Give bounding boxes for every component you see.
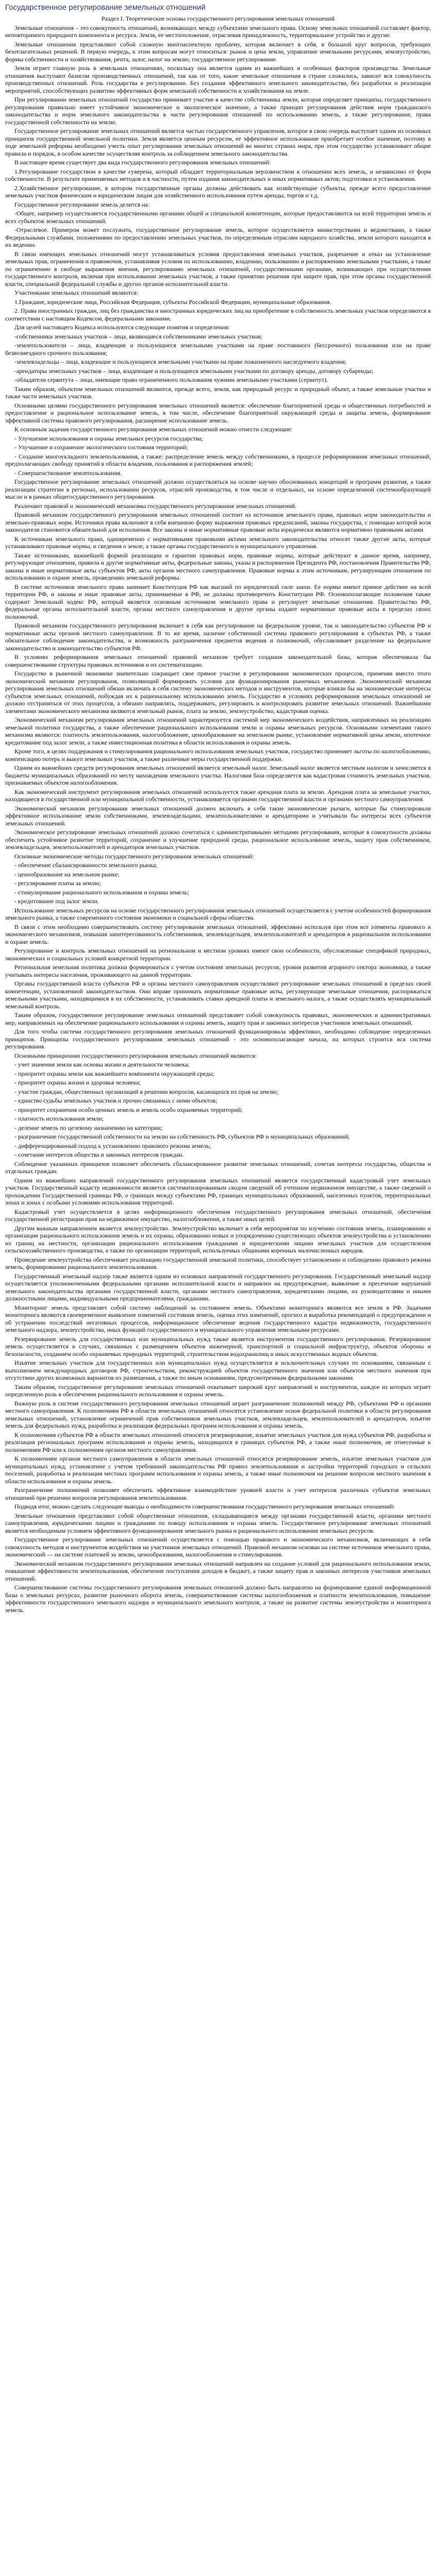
- paragraph: - платность использования земли;: [14, 1115, 104, 1122]
- paragraph: - деление земель по целевому назначению на категории;: [14, 1124, 163, 1131]
- paragraph: В системе источников земельного права занимает Конституция РФ как высший по юридической силе закон. Ее нормы имеют прямое действие на всей территории РФ, и законы и иные правовые акты, принимаемые в РФ, не должны противоречить Конституции РФ. Основополагающие положения также содержит Земельный кодекс РФ, который является основным источником земельного права и регулирует земельные отношения. Правительство РФ, федеральные органы исполнительной власти, органы местного самоуправления и другие органы издают нормативные правовые акты в пределах своих полномочий.: [5, 583, 431, 620]
- paragraph: К основным задачам государственного регулирования земельных отношений можно отнести следующие:: [14, 426, 293, 433]
- paragraph: В настоящее время существует два вида государственного регулирования земельных отношений:: [14, 159, 271, 166]
- paragraph: -Общее, например осуществляется государственными органами общей и специальной компетенции, которые предоставляются на всей территории земель и всех субъектов земельных отношений.: [5, 210, 431, 225]
- paragraph: Правовой механизм государственного регулирования земельных отношений состоит из источников земельного права, правовых норм законодательства и земельно-правовых норм. Источники права включают в себя внешнюю форму выражения правовых предписаний, законы государства, с помощью которой воля законодателя становится обязательной для исполнения. Все законы и иные нормативные правовые акты юридически являются нормативно правовыми актами.: [5, 511, 431, 533]
- paragraph: - участие граждан, общественных организаций в решении вопросов, касающихся их прав на землю;: [14, 1088, 278, 1095]
- paragraph: - сочетание интересов общества и законных интересов граждан.: [14, 1151, 184, 1158]
- paragraph: 1.Граждане, юридические лица, Российская Федерация, субъекты Российской Федерации, муниципальные образования.: [14, 298, 332, 306]
- paragraph: - стимулирование рационального использования и охраны земель;: [14, 888, 189, 896]
- paragraph: - Улучшение использования и охраны земельных ресурсов государства;: [14, 434, 203, 442]
- paragraph: Совершенствование системы государственного регулирования земельных отношений должно быть направлено на формирование единой информационной базы о земельных ресурсах, развитие рыночного оборота земель, совершенствование системы налогообложения и платности землепользования, повышение эффективности государственного земельного надзора и муниципального земельного контроля, а также на развитие системы землеустройства и мониторинга земель.: [5, 1584, 431, 1614]
- paragraph: 2.Хозяйственное регулирование, в котором государственные органы должны действовать как хозяйствующие субъекты, прежде всего предоставление земельных участков физическим и юридическим лицам для хозяйственного использования путем аренды, торгов и т.д.: [5, 184, 431, 199]
- paragraph: Экономический механизм государственного регулирования земельных отношений направлен на создание условий для рационального использования земли, повышение эффективности землепользования, обеспечение поступления доходов в бюджет, а также защиту прав и законных интересов участников земельных отношений.: [5, 1560, 431, 1582]
- paragraph: Основные экономические методы государственного регулирования земельных отношений:: [14, 852, 254, 860]
- paragraph: Проведение землеустройства обеспечивает реализацию государственной земельной политики, способствует установлению и соблюдению правового режима земель, формированию рационального землепользования.: [5, 1256, 431, 1270]
- paragraph: Экономический механизм регулирования земельных отношений характеризуется системой мер экономического воздействия, направленных на реализацию земельной политики государства, а также обеспечение рационального использования земли и охраны земельных ресурсов. Основными элементами такого механизма являются: платность землепользования, налогообложение, ценообразование на земельном рынке, установление нормативной цены земли, ипотечное кредитование под залог земли, а также инвестиционная политика в области использования и охраны земель.: [5, 716, 431, 746]
- paragraph: 2. Права иностранных граждан, лиц без гражданства и иностранных юридических лиц на приобретение в собственность земельных участков определяются в соответствии с настоящим Кодексом, федеральными законами.: [5, 307, 431, 322]
- paragraph: -землепользователи – лица, владеющие и пользующиеся земельными участками на праве постоянного (бессрочного) пользования или на праве безвозмездного срочного пользования;: [5, 342, 431, 357]
- paragraph: Разграничение полномочий позволяет обеспечить эффективное взаимодействие уровней власти и учет интересов различных субъектов земельных отношений при решении вопросов регулирования землепользования.: [5, 1486, 431, 1501]
- paragraph: -землевладельцы – лица, владеющие и пользующиеся земельными участками на праве пожизненного наследуемого владения;: [14, 358, 347, 365]
- paragraph: Кадастровый учет осуществляется в целях информационного обеспечения государственного регулирования земельных отношений, обеспечения государственной регистрации прав на недвижимое имущество, налогообложения, а также иных целей.: [5, 1208, 431, 1223]
- paragraph: Одним из важнейших направлений государственного регулирования земельных отношений является государственный кадастровый учет земельных участков. Государственный кадастр недвижимости является систематизированным сводом сведений об учтенном недвижимом имуществе, а также сведений о прохождении Государственной границы РФ, о границах между субъектами РФ, границах муниципальных образований, населенных пунктов, территориальных зонах и зонах с особыми условиями использования территорий.: [5, 1176, 431, 1206]
- paragraph: Участниками земельных отношений являются:: [14, 289, 138, 296]
- paragraph: Основными целями государственного регулирования земельных отношений является: обеспечение благоприятной среды и общественных потребностей и предоставление и рациональное использование земель, в том числе, обеспечение благоприятной окружающей среды и защиты земель, формирование эффективной системы правового регулирования, расширение использование земель.: [5, 401, 431, 424]
- paragraph: 1.Регулирование государством в качестве суверена, который обладает территориальным верховенством в отношении всех земель, и независимо от форм собственности. В результате применяемых методов и в частности, путем издания законодательных и иных нормативных актов; подготовки и установлении.: [5, 167, 431, 182]
- paragraph: - Создание многоукладного землепользования, а также: распределение земель между собственниками, в процессе реформирования земельных отношений, предполагающих свободу принятий в области владения, пользования и распоряжения землей;: [5, 452, 431, 467]
- paragraph: -собственники земельных участков – лица, являющиеся собственниками земельных участков;: [14, 332, 263, 340]
- paragraph: Для того чтобы система государственного регулирования земельных отношений функционировала эффективно, необходимо соблюдение определенных принципов. Принципы государственного регулирования земельных отношений - это основополагающие начала, на которых строится вся система регулирования.: [5, 1028, 431, 1050]
- paragraph: К источникам земельного права, одновременно с нормативными правовыми актами земельного законодательства относят также другие акты, которые устанавливают правовые нормы, и сведения о земле, а также органы государственного и муниципального управления.: [5, 535, 431, 550]
- paragraph: К полномочиям субъектов РФ в области земельных отношений относятся резервирование, изъятие земельных участков для нужд субъектов РФ, разработка и реализация региональных программ использования и охраны земель, находящихся в границах субъектов РФ, а также иные полномочия, не отнесенные к полномочиям РФ или к полномочиям органов местного самоуправления.: [5, 1431, 431, 1453]
- paragraph: Экономический механизм регулирования земельных отношений должен включать в себя такие экономические рычаги, которые бы стимулировали эффективное использование земли собственниками, землевладельцами, землепользователями и арендаторами и учитывали бы интересы всех субъектов земельных отношений.: [5, 804, 431, 827]
- paragraph: - приоритет охраны земли как важнейшего компонента окружающей среды;: [14, 1070, 215, 1077]
- paragraph: - обеспечение сбалансированности земельного рынка;: [14, 861, 158, 869]
- section-heading: Раздел I. Теоретические основы государственного регулирования земельных отношений: [101, 15, 335, 22]
- paragraph: - приоритет сохранения особо ценных земель и земель особо охраняемых территорий;: [14, 1106, 243, 1113]
- paragraph: - регулирование платы за землю;: [14, 879, 101, 887]
- document-body: [5, 15, 431, 1614]
- paragraph: Соблюдение указанных принципов позволяет обеспечить сбалансированное развитие земельных отношений, сочетая интересы государства, общества и отдельных граждан.: [5, 1160, 431, 1175]
- paragraph: Регулирование и контроль земельных отношений на региональном и местном уровнях имеют свои особенности, обусловленные спецификой природных, экономических и социальных условий конкретной территории.: [5, 947, 431, 962]
- paragraph: Государство в рыночной экономике значительно сокращает свое прямое участие в регулировании экономических процессов, применяя вместо этого экономический механизм регулирования, позволяющий формировать условия для функционирования рыночных механизмов. Экономический механизм регулирования земельных отношений обязан включать в себя систему экономических методов и инструментов, которые влияли бы на экономические интересы субъектов земельных отношений, побуждая их к рациональному использованию земель. Государство в условиях реформирования земельных отношений не должно отстраняться от этих процессов, а обязано направлять, поддерживать, регулировать и контролировать развитие земельных отношений. Важнейшими элементами экономического механизма являются земельный рынок, плата за землю, землеустройство, кадастровая оценка.: [5, 670, 431, 715]
- paragraph: Региональная земельная политика должна формироваться с учетом состояния земельных ресурсов, уровня развития аграрного сектора экономики, а также учитывать интересы населения, проживающего на данной территории.: [5, 963, 431, 978]
- paragraph: Также источниками, важнейшей формой реализации и гарантии правовых норм, правовые нормы, которые действуют в данное время, например, регулирующие отношения, правила и другие нормативные акты, федеральные законы, указы и распоряжения Президента РФ, постановления Правительства РФ, законы и иные нормативные акты субъектов РФ, акты органов местного самоуправления. Правовые нормы к этим источникам, регулирующим отношения по использованию и охране земель, проведению земельной реформы.: [5, 551, 431, 581]
- paragraph: Государственный земельный надзор также является одним из основных направлений государственного регулирования. Государственный земельный надзор осуществляется уполномоченными федеральными органами исполнительной власти и направлен на предупреждение, выявление и пресечение нарушений земельного законодательства органами государственной власти, органами местного самоуправления, юридическими лицами, их руководителями и иными должностными лицами, индивидуальными предпринимателями, гражданами.: [5, 1272, 431, 1302]
- paragraph: Государственное регулирование земельных отношений осуществляется с помощью правового и экономического механизмов, включающих в себя совокупность методов и инструментов воздействия на участников земельных отношений. Правовой механизм основан на системе источников земельного права, экономический — на системе платежей за землю, ценообразования, налогообложения и стимулирования.: [5, 1536, 431, 1558]
- paragraph: Органы государственной власти субъектов РФ и органы местного самоуправления осуществляют регулирование земельных отношений в пределах своей компетенции, установленной законодательством. Они вправе принимать нормативные правовые акты, регулирующие земельные отношения, распоряжаться земельными участками, находящимися в их собственности, устанавливать ставки арендной платы и земельного налога, а также осуществлять муниципальный земельный контроль.: [5, 980, 431, 1010]
- page-title: Государственное регулирование земельных отношений: [5, 3, 206, 12]
- paragraph: Одним из важнейших средств регулирования земельных отношений является земельный налог. Земельный налог является местным налогом и зачисляется в бюджеты муниципальных образований по месту нахождения земельного участка. Налоговая база определяется как кадастровая стоимость земельных участков, признаваемых объектом налогообложения.: [5, 764, 431, 786]
- paragraph: Земля играет главную роль в земельных отношениях, поскольку она является одним из важнейших и особенных факторов производства. Земельные отношения выступают базисом производственных отношений, так как от того, какие земельные отношения в стране сложились, зависит вся совокупность производственных отношений. Роль государства в регулировании. Без создания эффективного земельного законодательства, без разработки и реализации мероприятий, способствующих развитию эффективных форм земельной собственности и хозяйствования на земле.: [5, 64, 431, 94]
- paragraph: К полномочиям органов местного самоуправления в области земельных отношений относятся резервирование земель, изъятие земельных участков для муниципальных нужд, установление с учетом требований законодательства РФ правил землепользования и застройки территорий городских и сельских поселений, разработка и реализация местных программ использования и охраны земель, а также иные полномочия на решение вопросов местного значения в области использования и охраны земель.: [5, 1455, 431, 1485]
- document-page: [5, 0, 431, 1628]
- paragraph: - Совершенствование землепользования.: [14, 469, 122, 477]
- paragraph: Изъятие земельных участков для государственных или муниципальных нужд осуществляется в исключительных случаях по основаниям, связанным с выполнением международных договоров РФ, строительством, реконструкцией объектов государственного значения или объектов местного значения при отсутствии других возможных вариантов их размещения, а также по иным основаниям, предусмотренным федеральными законами.: [5, 1359, 431, 1381]
- paragraph: Подводя итог, можно сделать следующие выводы о необходимости совершенствования государственного регулирования земельных отношений:: [14, 1503, 395, 1510]
- paragraph: Земельные отношения – это совокупность отношений, возникающих между субъектами земельного права. Основу земельных отношений составляет фактор, неповторимого природного компонента и ресурса. Земля, ее местоположение, отраслевая принадлежность, территориальное устройство и другие.: [5, 24, 431, 39]
- paragraph: - кредитование под залог земли.: [14, 897, 99, 905]
- paragraph: Как экономический инструмент регулирования земельных отношений используется также арендная плата за землю. Арендная плата за земельные участки, находящиеся в государственной или муниципальной собственности, устанавливается органами государственной власти и органами местного самоуправления.: [5, 788, 431, 803]
- paragraph: Земельные отношения представляют собой общественные отношения, складывающиеся между органами государственной власти, органами местного самоуправления, юридическими лицами и гражданами по поводу использования и охраны земель. Государственное регулирование земельных отношений является необходимым условием эффективного функционирования земельного рынка и рационального использования земельных ресурсов.: [5, 1512, 431, 1534]
- paragraph: - единство судьбы земельных участков и прочно связанных с ними объектов;: [14, 1097, 217, 1104]
- paragraph: Различают правовой и экономический механизмы государственного регулирования земельных отношений.: [14, 502, 297, 510]
- paragraph: В связи имеющих земельных отношений могут устанавливаться условия предоставления земельных участков, разрешение и отказ на установление земельных прав, ограничения и правомочия, устанавливая условия по использованию, владению, пользованию и распоряжению земельными участками, а также по ограничению в свободе выражения мнения, регулированию земельных отношений, государственными органами, возникающих при осуществлении государственного контроля, включая при использовании земельных участков, а также принятию решения при защите прав, при этом органы государственной власти, специальной федеральной службы и других органов исполнительной власти.: [5, 250, 431, 287]
- paragraph: Таким образом, государственное регулирование земельных отношений представляет собой совокупность правовых, экономических и административных мер, направленных на обеспечение рационального использования и охраны земель, защиту прав и законных интересов участников земельных отношений.: [5, 1011, 431, 1026]
- paragraph: Основными принципами государственного регулирования земельных отношений являются:: [14, 1052, 257, 1059]
- paragraph: Кроме того, в целях поддержания и стимулирования рационального использования земельных участков, государство применяет льготы по налогообложению, компенсацию потерь и выкуп земельных участков, а также различные меры государственной поддержки.: [5, 748, 431, 762]
- paragraph: Таким образом, объектом земельных отношений являются, прежде всего, земля, как природный ресурс и природный объект, а также земельные участки и также части земельных участков.: [5, 385, 431, 400]
- paragraph: В связи с этим необходимо совершенствовать систему регулирования земельных отношений, эффективно используя при этом все элементы правового и экономического механизмов, повышая заинтересованность собственников, землевладельцев, землепользователей и арендаторов в рациональном использовании и охране земель.: [5, 923, 431, 945]
- paragraph: -Отраслевое. Примером может послужить, государственное регулирование земель, которое осуществляется министерствами и ведомствами, а также Федеральными службами, положениями по предоставлению земельных участков, по определенным отраслям народного хозяйства, земли которого находятся в их ведении.: [5, 226, 431, 248]
- paragraph: - ценообразование на земельном рынке;: [14, 870, 119, 878]
- paragraph: -арендаторы земельных участков – лица, владеющие и пользующиеся земельными участками по договору аренды, договору субаренды;: [14, 367, 373, 375]
- paragraph: В условиях реформирования земельных отношений правовой механизм требует создания законодательной базы, которая обеспечивала бы совершенствование структуры правовых источников и их систематизацию.: [5, 653, 431, 668]
- paragraph: Земельные отношения представляют собой сложную многоаспектную проблему, которая включает в себя, в большой круг вопросов, требующих безотлагательных решений. В первую очередь, к этим вопросам могут относиться: рынок и цена земли, управление земельными ресурсами, землеустройство, формы собственности и хозяйствования, рента, залог, налог на землю, государственное регулирование.: [5, 40, 431, 63]
- paragraph: Государственное регулирование земельных отношений должно осуществляться на основе научно обоснованных концепций и программ развития, а также реализации стратегии в регионах, использовании ресурсов, отраслей производства, в том числе и отдельных, на основе определенной системообразующей мысли и в рамках общегосударственного регулирования.: [5, 478, 431, 500]
- paragraph: Другим важным направлением является землеустройство. Землеустройство включает в себя мероприятия по изучению состояния земель, планированию и организации рационального использования земель и их охраны, образованию новых и упорядочению существующих объектов землеустройства и установлению их границ на местности, организации рационального использования гражданами и юридическими лицами земельных участков для осуществления сельскохозяйственного производства, а также по организации территорий, используемых общинами коренных малочисленных народов.: [5, 1224, 431, 1254]
- paragraph: - дифференцированный подход к установлению правового режима земель;: [14, 1142, 211, 1149]
- paragraph: - разграничение государственной собственности на землю на собственность РФ, субъектов РФ и муниципальных образований;: [14, 1133, 350, 1140]
- paragraph: Резервирование земель для государственных или муниципальных нужд также является инструментом государственного регулирования. Резервирование земель осуществляется в случаях, связанных с размещением объектов инженерной, транспортной и социальной инфраструктур, объектов обороны и безопасности, созданием особо охраняемых природных территорий, строительством водохранилищ и иных искусственных водных объектов.: [5, 1335, 431, 1358]
- paragraph: - учет значения земли как основы жизни и деятельности человека;: [14, 1061, 189, 1068]
- paragraph: Правовой механизм государственного регулирования включает в себя как регулирование на федеральном уровне, так и законодательство субъектов РФ и нормативные акты органов местного самоуправления. В то же время, наличие собственной системы правового регулирования в субъектах РФ, а также обязательное соблюдение законодательства, и возможность разграничения предметов ведения и полномочий, обуславливает разделение на федеральное законодательство и законодательство субъектов РФ.: [5, 622, 431, 652]
- paragraph: Для целей настоящего Кодекса используются следующие понятия и определения:: [14, 324, 230, 331]
- paragraph: Таким образом, государственное регулирование земельных отношений охватывает широкий круг направлений и инструментов, каждое из которых играет определенную роль в обеспечении рационального использования и охраны земель.: [5, 1383, 431, 1398]
- paragraph: Использование земельных ресурсов на основе государственного регулирования земельных отношений осуществляется с учетом особенностей формирования земельного рынка, а также современного состояния экономики и социальной сферы общества.: [5, 906, 431, 921]
- paragraph: При регулировании земельных отношений государство принимает участие в качестве собственника земли, которая определяет принципы, государственного регулирования правильно имеет устойчивое экономическое и экологическое значение, а также принцип регулирования действия норм гражданского законодательства и норм земельного законодательства в части регулирования отношений по использованию земель, а также регулирование, права государственной собственности на землю.: [5, 96, 431, 126]
- paragraph: - Улучшение и сохранение экологического состояния территорий;: [14, 444, 188, 451]
- paragraph: Государственное регулирование земельных отношений является частью государственного управления, которое в свою очередь выступает одним из основных принципов государственной земельной политики. Земля является ценным ресурсом, ее эффективное использование приобретает особое значение, поэтому в ходе земельной реформы необходимо учесть опыт регулирования земельных отношений во многих странах мира, при этом государство устанавливает общие правила и порядок, в особом качестве осуществляя контроль за соблюдением земельного законодательства.: [5, 127, 431, 157]
- paragraph: - приоритет охраны жизни и здоровья человека;: [14, 1079, 141, 1086]
- paragraph: Важную роль в системе государственного регулирования земельных отношений играет разграничение полномочий между РФ, субъектами РФ и органами местного самоуправления. К полномочиям РФ в области земельных отношений относятся установление основ федеральной политики в области регулирования земельных отношений, установление ограничений прав собственников земельных участков, землевладельцев, землепользователей и арендаторов, изъятие земель для федеральных нужд, разработка и реализация федеральных программ использования и охраны земель.: [5, 1399, 431, 1429]
- paragraph: Экономическое регулирование земельных отношений должно сочетаться с административными методами регулирования, которые в совокупности должны обеспечить устойчивое развитие территорий, сохранение и улучшение природной среды, рациональное использование земель, защиту прав собственников, землевладельцев, землепользователей и арендаторов земельных участков.: [5, 828, 431, 851]
- paragraph: -обладатели сервитута – лица, имеющие право ограниченного пользования чужими земельными участками (сервитут).: [14, 376, 328, 383]
- paragraph: Мониторинг земель представляет собой систему наблюдений за состоянием земель. Объектами мониторинга являются все земли в РФ. Задачами мониторинга являются своевременное выявление изменений состояния земель, оценка этих изменений, прогноз и выработка рекомендаций о предупреждении и об устранении последствий негативных процессов, информационное обеспечение ведения государственного кадастра недвижимости, государственного земельного надзора, землеустройства, иных функций государственного и муниципального управления земельными ресурсами.: [5, 1303, 431, 1333]
- paragraph: Государственное регулирование земель делится на:: [14, 200, 150, 208]
